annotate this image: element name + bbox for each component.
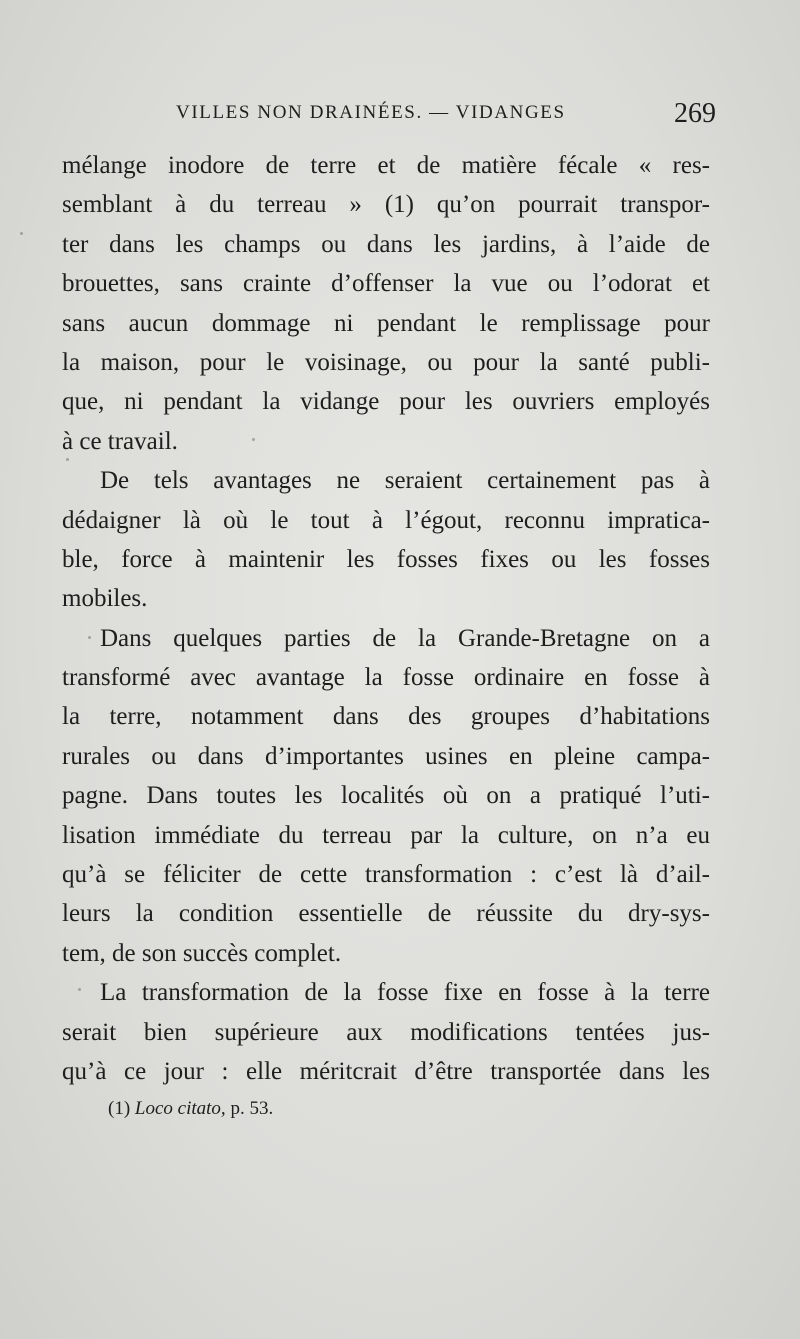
- text-line: la terre, notamment dans des groupes d’habitations: [62, 703, 710, 731]
- page-number: 269: [674, 98, 716, 129]
- text-line: qu’à ce jour : elle méritcrait d’être transportée dans les: [62, 1057, 710, 1085]
- text-line: à ce travail.: [62, 427, 178, 455]
- text-line: qu’à se féliciter de cette transformation : c’est là d’ail-: [62, 861, 710, 889]
- paper-speck: [20, 232, 23, 235]
- footnote: [108, 1098, 273, 1120]
- text-line: que, ni pendant la vidange pour les ouvriers employés: [62, 388, 710, 416]
- paper-speck: [66, 458, 69, 461]
- text-line: mobiles.: [62, 585, 148, 613]
- footnote-marker: (1): [108, 1098, 131, 1119]
- text-line: transformé avec avantage la fosse ordinaire en fosse à: [62, 664, 710, 692]
- text-line: rurales ou dans d’importantes usines en pleine campa-: [62, 742, 710, 770]
- text-line: brouettes, sans crainte d’offenser la vue ou l’odorat et: [62, 270, 710, 298]
- body-text: [62, 146, 710, 1091]
- text-line: mélange inodore de terre et de matière fécale « res-: [62, 152, 710, 179]
- text-line: la maison, pour le voisinage, ou pour la santé publi-: [62, 348, 710, 376]
- text-line: leurs la condition essentielle de réussite du dry-sys-: [62, 900, 710, 928]
- text-line: De tels avantages ne seraient certainement pas à: [100, 467, 710, 495]
- paper-speck: [252, 438, 255, 441]
- footnote-citation: Loco citato,: [134, 1098, 226, 1119]
- paper-speck: [88, 636, 91, 639]
- text-line: pagne. Dans toutes les localités où on a pratiqué l’uti-: [62, 782, 710, 810]
- text-line: semblant à du terreau » (1) qu’on pourrait transpor-: [62, 191, 710, 219]
- text-line: sans aucun dommage ni pendant le remplissage pour: [62, 309, 710, 337]
- text-line: dédaigner là où le tout à l’égout, reconnu impratica-: [62, 506, 710, 534]
- footnote-page-ref: p. 53.: [230, 1098, 274, 1119]
- text-line: ter dans les champs ou dans les jardins, à l’aide de: [62, 230, 710, 258]
- text-line: lisation immédiate du terreau par la culture, on n’a eu: [62, 821, 710, 849]
- running-head: [176, 98, 736, 132]
- text-line: La transformation de la fosse fixe en fosse à la terre: [100, 979, 710, 1007]
- text-line: ble, force à maintenir les fosses fixes ou les fosses: [62, 545, 710, 573]
- text-line: Dans quelques parties de la Grande-Bretagne on a: [100, 624, 710, 652]
- running-title: VILLES NON DRAINÉES. — VIDANGES: [176, 102, 566, 123]
- paper-speck: [78, 988, 81, 991]
- text-line: serait bien supérieure aux modifications tentées jus-: [62, 1018, 710, 1046]
- text-line: tem, de son succès complet.: [62, 939, 342, 967]
